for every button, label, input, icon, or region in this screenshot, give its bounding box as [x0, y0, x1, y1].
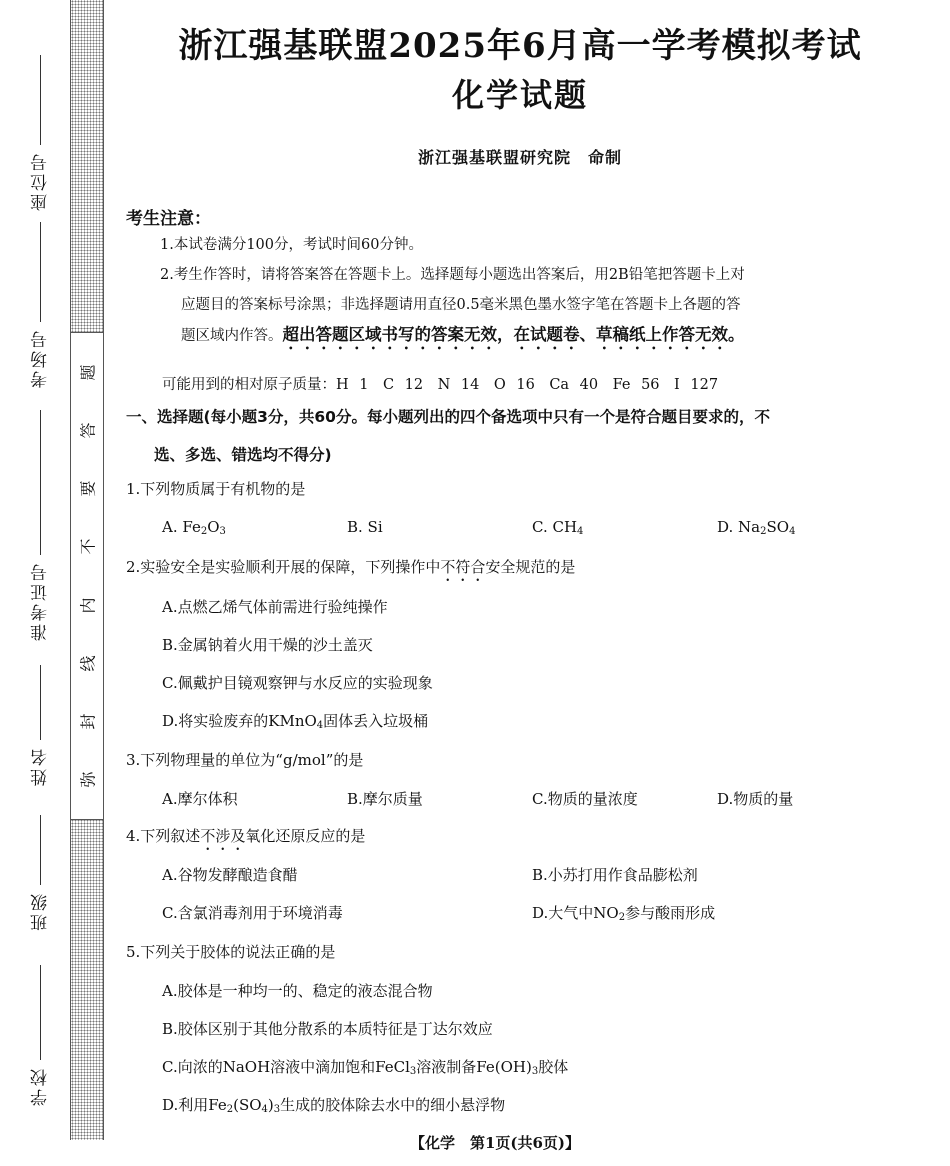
page-footer: 【化学 第1页(共6页)】 — [409, 1134, 581, 1152]
notice-item-2-text: 题区域内作答。 — [181, 328, 283, 344]
section-heading — [126, 398, 896, 474]
question-4-option-a: A.谷物发酵酿造食醋 — [162, 866, 298, 884]
question-2-option-a: A.点燃乙烯气体前需进行验纯操作 — [162, 598, 388, 616]
question-4-stem-post: 氧化还原反应的是 — [245, 827, 366, 845]
question-1-option-d: D. $Na_2SO_4$ — [717, 518, 796, 537]
question-4-stem — [126, 825, 365, 854]
seal-char: 题 — [78, 364, 98, 381]
school-label: 学校 — [30, 1066, 51, 1106]
notice-item-2-line-1: 2.考生作答时，请将答案答在答题卡上。选择题每小题选出答案后，用2B铅笔把答题卡上对 — [160, 267, 745, 283]
ticket-blank-line — [40, 410, 41, 555]
question-3-option-c: C.物质的量浓度 — [532, 790, 638, 808]
notice-item-2-emphasis: 超出答题区域书写的答案无效，在试题卷、草稿纸上作答无效。 — [282, 325, 745, 344]
school-blank-line — [40, 965, 41, 1060]
seal-char: 不 — [78, 538, 98, 555]
notice-item-2-line-3 — [160, 320, 900, 353]
question-3-option-d: D.物质的量 — [717, 790, 794, 808]
room-blank-line — [40, 222, 41, 322]
exam-subtitle: 化学试题 — [451, 76, 588, 114]
exam-title: 浙江强基联盟2025年6月高一学考模拟考试 — [178, 26, 862, 66]
question-2-option-d-post: 固体丢入垃圾桶 — [323, 712, 429, 730]
question-2-emphasis: 不符合 — [440, 558, 486, 576]
seat-blank-line — [40, 55, 41, 145]
notice-item-1: 1.本试卷满分100分，考试时间60分钟。 — [160, 237, 423, 253]
seal-char: 内 — [78, 597, 98, 614]
question-1-option-c: C. $CH_4$ — [532, 518, 584, 537]
question-2-option-c: C.佩戴护目镜观察钾与水反应的实验现象 — [162, 674, 433, 692]
seat-field — [18, 55, 62, 211]
room-field — [18, 222, 62, 388]
name-field — [18, 665, 62, 786]
seal-strip — [70, 0, 104, 1140]
atomic-masses: 可能用到的相对原子质量：H 1 C 12 N 14 O 16 Ca 40 Fe 56 I 127 — [162, 377, 719, 393]
class-field — [18, 815, 62, 931]
question-2-stem-pre: 2.实验安全是实验顺利开展的保障，下列操作中 — [126, 558, 441, 576]
question-5-option-c-post: 胶体 — [538, 1058, 569, 1076]
seat-label: 座位号 — [30, 151, 51, 211]
question-1-option-b: B. Si — [347, 518, 383, 536]
question-5-option-c: C.向浓的NaOH溶液中滴加饱和FeCl$_3$溶液制备$Fe(OH)_3$胶体 — [162, 1058, 569, 1077]
question-4-option-d-pre: D.大气中NO — [532, 904, 619, 922]
question-4-option-b: B.小苏打用作食品膨松剂 — [532, 866, 698, 884]
question-5-option-d-mid2: ) — [267, 1096, 274, 1114]
seal-char: 封 — [78, 713, 98, 730]
question-5-option-d-post: 生成的胶体除去水中的细小悬浮物 — [280, 1096, 506, 1114]
exam-organizer: 浙江强基联盟研究院 命制 — [417, 148, 622, 167]
question-2-option-d: D.将实验废弃的KMnO$_4$固体丢入垃圾桶 — [162, 712, 429, 731]
question-5-stem: 5.下列关于胶体的说法正确的是 — [126, 943, 336, 961]
question-2-option-b: B.金属钠着火用干燥的沙土盖灭 — [162, 636, 373, 654]
name-label: 姓名 — [30, 746, 51, 786]
binding-sidebar — [18, 0, 68, 1166]
ticket-field — [18, 410, 62, 641]
exam-page — [120, 0, 920, 1166]
notice-item-2 — [160, 260, 900, 353]
question-5-option-d-mid: (SO — [233, 1096, 262, 1114]
question-5-option-b: B.胶体区别于其他分散系的本质特征是丁达尔效应 — [162, 1020, 493, 1038]
question-1-stem: 1.下列物质属于有机物的是 — [126, 480, 306, 498]
question-3-stem: 3.下列物理量的单位为“g/mol”的是 — [126, 751, 364, 769]
ticket-label: 准考证号 — [30, 561, 51, 641]
question-3-option-b: B.摩尔质量 — [347, 790, 423, 808]
question-5-option-d: D.利用$Fe_2(SO_4)_3$生成的胶体除去水中的细小悬浮物 — [162, 1096, 506, 1115]
question-5-option-c-mid: 溶液制备Fe(OH) — [416, 1058, 532, 1076]
question-4-option-d-post: 参与酸雨形成 — [625, 904, 716, 922]
class-label: 班级 — [30, 891, 51, 931]
question-5-option-a: A.胶体是一种均一的、稳定的液态混合物 — [162, 982, 433, 1000]
question-4-option-c: C.含氯消毒剂用于环境消毒 — [162, 904, 343, 922]
school-field — [18, 965, 62, 1106]
seal-char: 答 — [78, 422, 98, 439]
seal-char: 线 — [78, 655, 98, 672]
class-blank-line — [40, 815, 41, 885]
seal-warning — [71, 332, 103, 820]
seal-char: 弥 — [78, 771, 98, 788]
question-1-option-a: A. $Fe_2O_3$ — [162, 518, 226, 537]
room-label: 考场号 — [30, 328, 51, 388]
question-5-option-c-pre: C.向浓的NaOH溶液中滴加饱和FeCl — [162, 1058, 410, 1076]
name-blank-line — [40, 665, 41, 740]
section-heading-line-2: 选、多选、错选均不得分) — [154, 446, 332, 464]
notice-heading: 考生注意： — [126, 209, 211, 229]
question-2-stem-post: 安全规范的是 — [485, 558, 576, 576]
question-4-emphasis: 不涉及 — [200, 827, 246, 845]
section-heading-line-1: 一、选择题(每小题3分，共60分。每小题列出的四个备选项中只有一个是符合题目要求的，不 — [126, 408, 770, 426]
notice-item-2-line-2: 应题目的答案标号涂黑；非选择题请用直径0.5毫米黑色墨水签字笔在答题卡上各题的答 — [181, 297, 741, 313]
question-4-stem-pre: 4.下列叙述 — [126, 827, 201, 845]
question-2-option-d-pre: D.将实验废弃的KMnO — [162, 712, 317, 730]
question-3-option-a: A.摩尔体积 — [162, 790, 238, 808]
question-2-stem — [126, 556, 575, 585]
seal-char: 要 — [78, 480, 98, 497]
question-4-option-d: D.大气中$NO_2$参与酸雨形成 — [532, 904, 716, 923]
question-5-option-d-pre: D.利用Fe — [162, 1096, 227, 1114]
